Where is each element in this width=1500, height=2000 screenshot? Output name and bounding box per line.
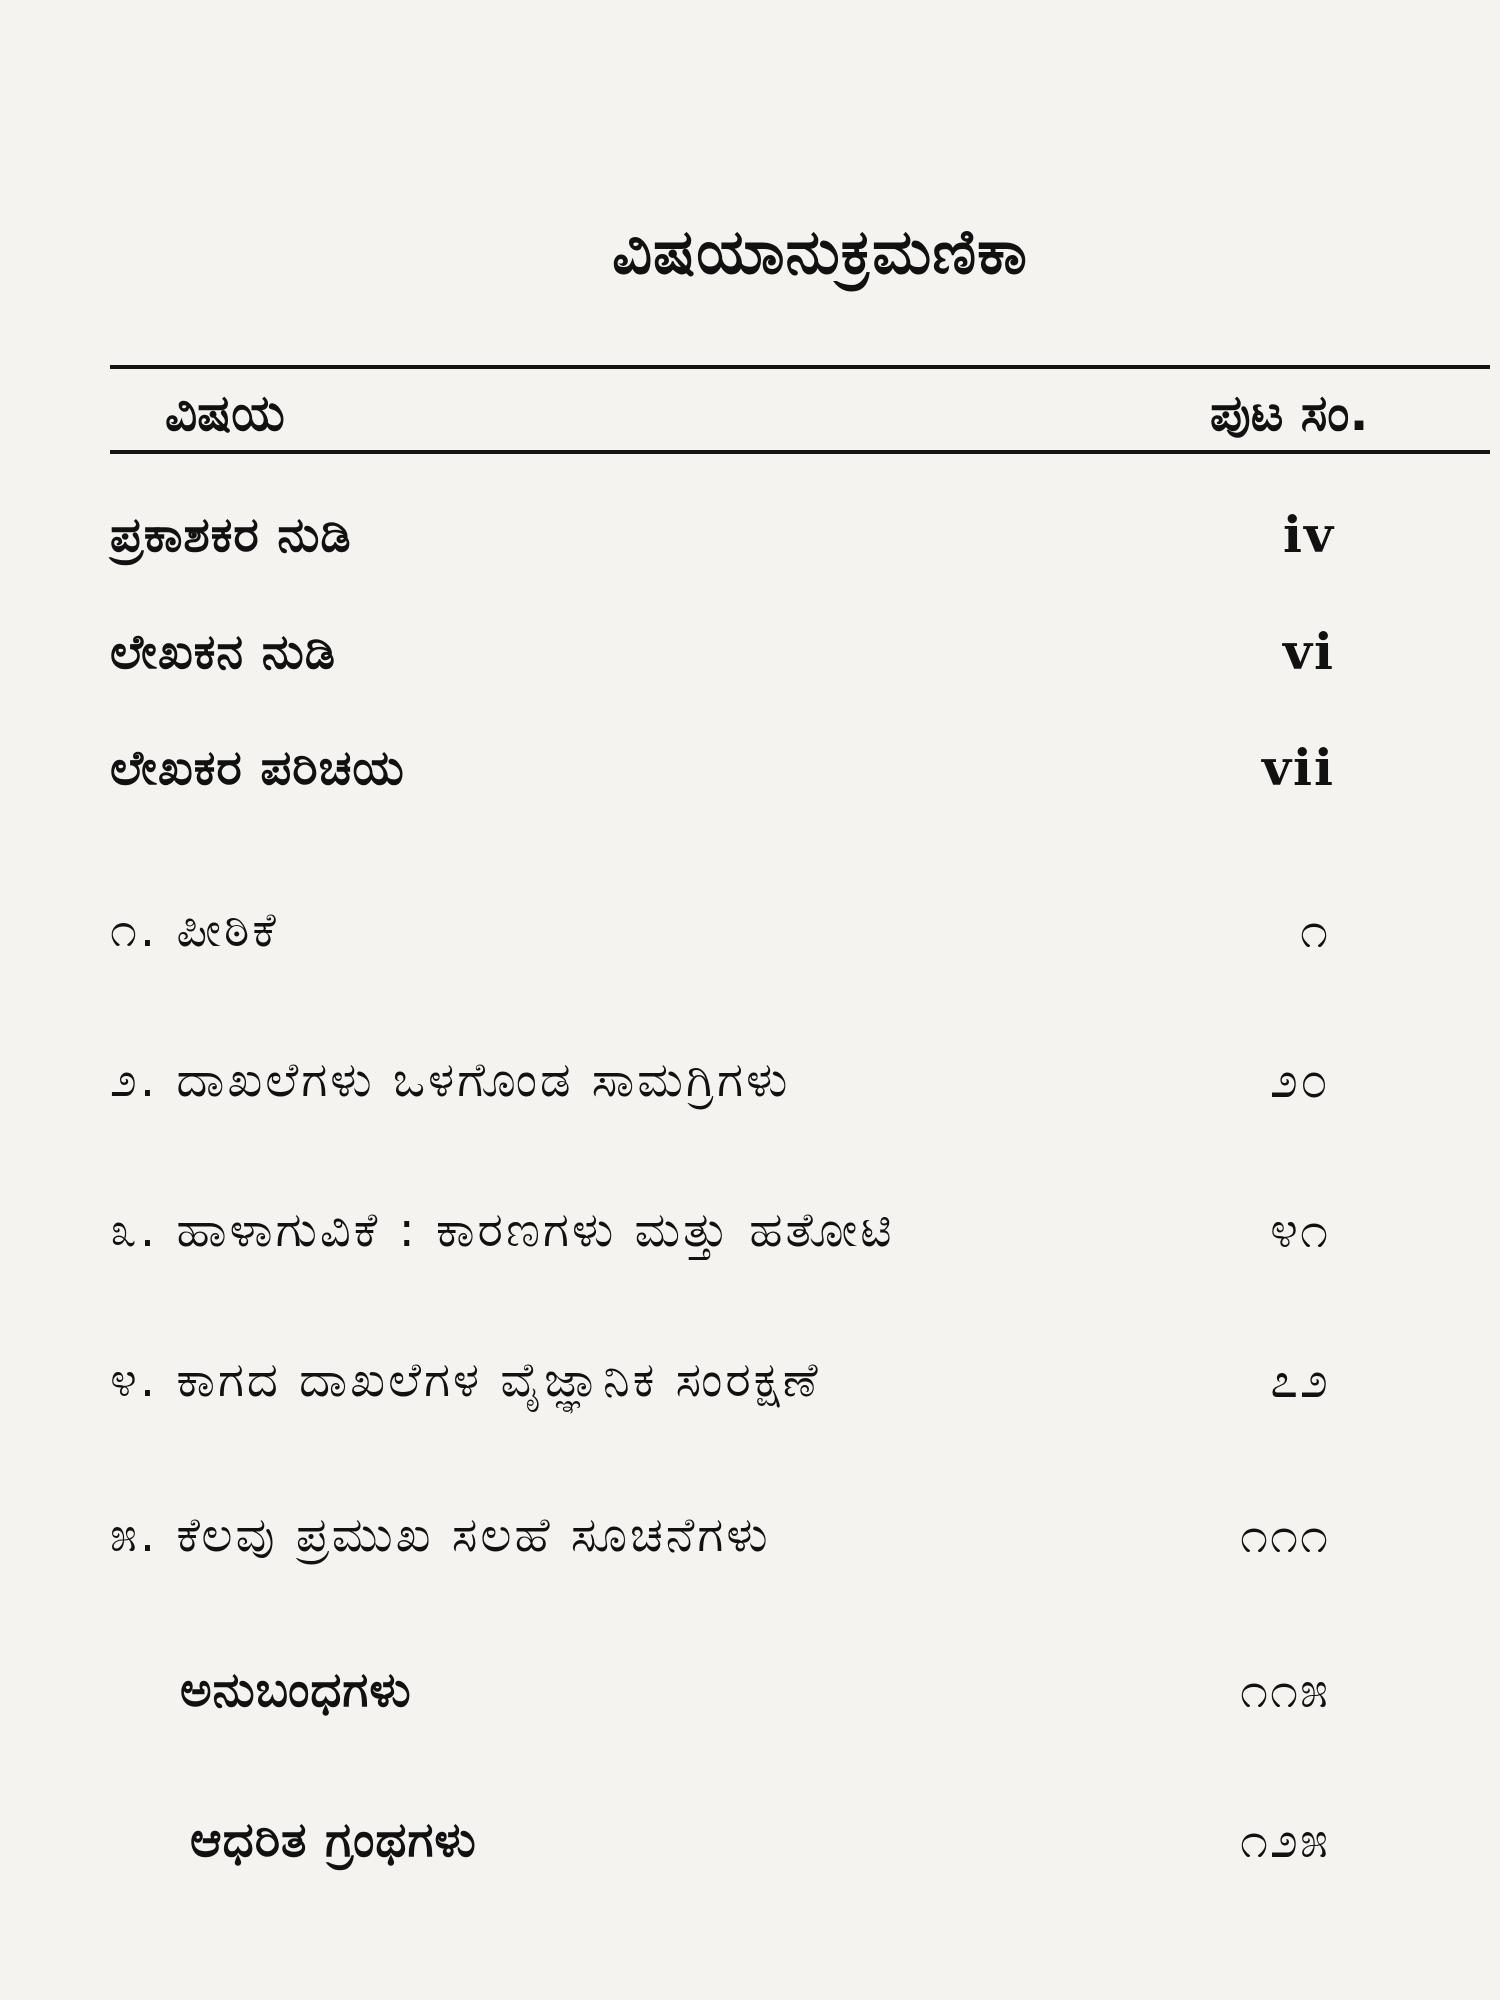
toc-entry-label: ೧. ಪೀಠಿಕೆ bbox=[110, 902, 279, 958]
toc-entry-page: ೧ bbox=[1300, 901, 1330, 959]
toc-entry-label: ೪. ಕಾಗದ ದಾಖಲೆಗಳ ವೈಜ್ಞಾನಿಕ ಸಂರಕ್ಷಣೆ bbox=[110, 1352, 821, 1408]
toc-entry-page: vii bbox=[1261, 738, 1335, 797]
toc-entry-publisher-note bbox=[0, 495, 1500, 575]
toc-entry-label: ಲೇಖಕನ ನುಡಿ bbox=[110, 624, 336, 680]
toc-entry-author-intro bbox=[0, 728, 1500, 808]
toc-entry-label: ೨. ದಾಖಲೆಗಳು ಒಳಗೊಂಡ ಸಾಮಗ್ರಿಗಳು bbox=[110, 1052, 791, 1108]
toc-entry-label: ಆಧರಿತ ಗ್ರಂಥಗಳು bbox=[190, 1812, 477, 1868]
toc-entry-appendices bbox=[0, 1650, 1500, 1730]
toc-entry-label: ಅನುಬಂಧಗಳು bbox=[180, 1662, 412, 1718]
toc-entry-chapter-2 bbox=[0, 1040, 1500, 1120]
toc-entry-page: vi bbox=[1282, 622, 1335, 681]
toc-entry-chapter-3 bbox=[0, 1190, 1500, 1270]
column-header-subject: ವಿಷಯ bbox=[165, 384, 285, 442]
toc-entry-label: ಲೇಖಕರ ಪರಿಚಯ bbox=[110, 740, 405, 796]
toc-entry-author-note bbox=[0, 612, 1500, 692]
toc-entry-page: ೨೦ bbox=[1270, 1051, 1330, 1109]
toc-entry-chapter-1 bbox=[0, 890, 1500, 970]
toc-entry-label: ಪ್ರಕಾಶಕರ ನುಡಿ bbox=[110, 507, 352, 563]
toc-entry-label: ೫. ಕೆಲವು ಪ್ರಮುಖ ಸಲಹೆ ಸೂಚನೆಗಳು bbox=[110, 1507, 771, 1563]
toc-entry-page: ೧೨೫ bbox=[1240, 1811, 1330, 1869]
toc-entry-page: ೧೧೧ bbox=[1240, 1506, 1330, 1564]
column-header-page: ಪುಟ ಸಂ. bbox=[1210, 384, 1369, 442]
toc-entry-page: iv bbox=[1282, 505, 1335, 564]
toc-entry-page: ೪೧ bbox=[1270, 1201, 1330, 1259]
toc-entry-label: ೩. ಹಾಳಾಗುವಿಕೆ : ಕಾರಣಗಳು ಮತ್ತು ಹತೋಟಿ bbox=[110, 1202, 895, 1258]
header-top-rule bbox=[110, 365, 1490, 369]
toc-entry-page: ೧೧೫ bbox=[1240, 1661, 1330, 1719]
page-title: ವಿಷಯಾನುಕ್ರಮಣಿಕಾ bbox=[612, 215, 1028, 288]
toc-entry-bibliography bbox=[0, 1800, 1500, 1880]
toc-entry-chapter-5 bbox=[0, 1495, 1500, 1575]
header-bottom-rule bbox=[110, 450, 1490, 454]
toc-entry-chapter-4 bbox=[0, 1340, 1500, 1420]
toc-entry-page: ೭೨ bbox=[1270, 1351, 1330, 1409]
